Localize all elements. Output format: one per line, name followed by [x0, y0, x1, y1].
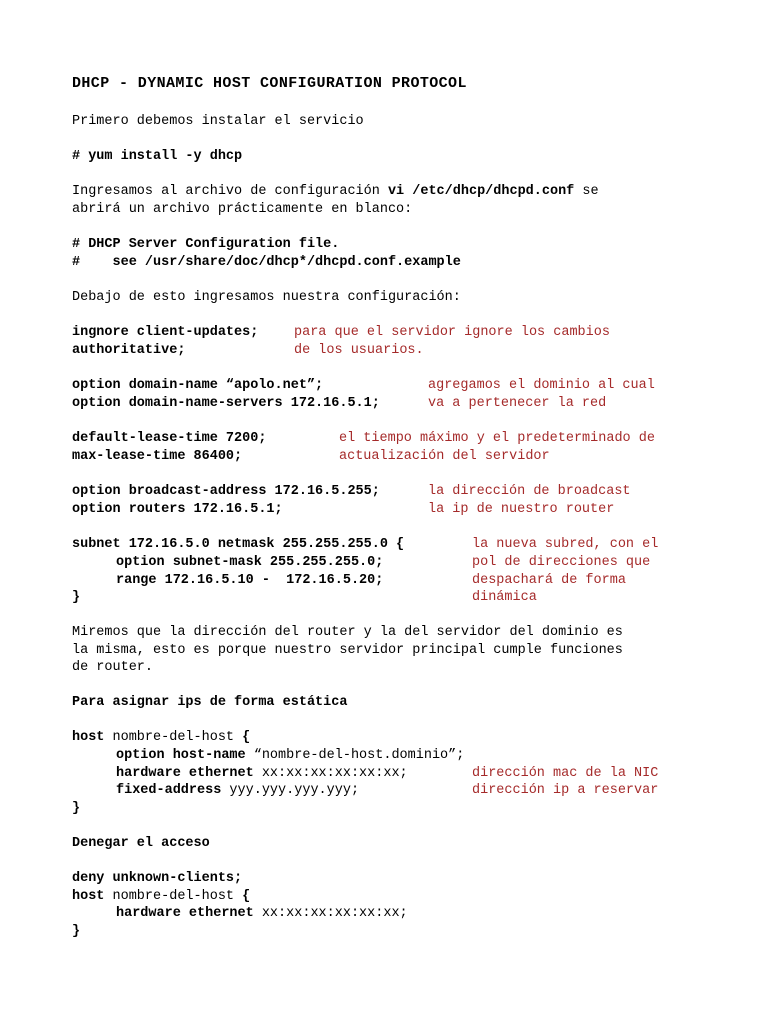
config-intro-line2: abrirá un archivo prácticamente en blanco:	[72, 202, 413, 217]
code-line: max-lease-time 86400;	[72, 449, 243, 464]
code-line: default-lease-time 7200;	[72, 431, 267, 446]
ip-value: yyy.yyy.yyy.yyy;	[221, 783, 360, 798]
host-name-value: nombre-del-host	[104, 730, 243, 745]
mac-value: xx:xx:xx:xx:xx:xx;	[253, 906, 408, 921]
code-note: la dirección de broadcast	[428, 484, 631, 499]
host-name-value: nombre-del-host	[104, 889, 243, 904]
deny-closing-brace: }	[72, 924, 81, 939]
deny-line: deny unknown-clients;	[72, 871, 243, 886]
host-line	[116, 765, 408, 782]
code-note: de los usuarios.	[294, 343, 424, 358]
config-intro-pre: Ingresamos al archivo de configuración	[72, 184, 388, 199]
code-line: option domain-name-servers 172.16.5.1;	[72, 396, 380, 411]
host-line	[116, 747, 464, 764]
host-keyword: host	[72, 730, 105, 745]
code-note: la ip de nuestro router	[428, 502, 615, 517]
deny-heading: Denegar el acceso	[72, 836, 210, 851]
subnet-note: pol de direcciones que	[472, 555, 651, 570]
subnet-closing-brace: }	[72, 590, 81, 605]
install-command: # yum install -y dhcp	[72, 149, 243, 164]
subnet-line: option subnet-mask 255.255.255.0;	[116, 555, 384, 570]
host-closing-brace: }	[72, 801, 81, 816]
code-note: agregamos el dominio al cual	[428, 378, 655, 393]
deny-line	[72, 888, 250, 905]
option-value: “nombre-del-host.dominio”;	[245, 748, 465, 763]
code-line: authoritative;	[72, 343, 186, 358]
subnet-line: range 172.16.5.10 - 172.16.5.20;	[116, 573, 384, 588]
subnet-note: despachará de forma	[472, 573, 626, 588]
mac-value: xx:xx:xx:xx:xx:xx;	[253, 766, 408, 781]
header-comment-line2: # see /usr/share/doc/dhcp*/dhcpd.conf.example	[72, 255, 461, 270]
code-note: el tiempo máximo y el predeterminado de	[339, 431, 655, 446]
hardware-keyword: hardware ethernet	[116, 906, 254, 921]
host-note: dirección mac de la NIC	[472, 766, 659, 781]
option-keyword: option host-name	[116, 748, 246, 763]
config-intro-line1	[72, 183, 599, 200]
code-note: actualización del servidor	[339, 449, 550, 464]
fixed-address-keyword: fixed-address	[116, 783, 222, 798]
host-note: dirección ip a reservar	[472, 783, 659, 798]
subnet-line: subnet 172.16.5.0 netmask 255.255.255.0 {	[72, 537, 405, 552]
paragraph-line: de router.	[72, 660, 154, 675]
config-file-path: vi /etc/dhcp/dhcpd.conf	[387, 184, 575, 199]
open-brace: {	[242, 889, 251, 904]
config-intro-post: se	[574, 184, 599, 199]
subnet-note: dinámica	[472, 590, 537, 605]
code-line: ingnore client-updates;	[72, 325, 259, 340]
code-note: va a pertenecer la red	[428, 396, 607, 411]
paragraph-line: la misma, esto es porque nuestro servidor principal cumple funciones	[72, 643, 623, 658]
intro-text: Primero debemos instalar el servicio	[72, 114, 364, 129]
page-title: DHCP - DYNAMIC HOST CONFIGURATION PROTOCOL	[72, 75, 467, 92]
below-intro-text: Debajo de esto ingresamos nuestra configuración:	[72, 290, 461, 305]
host-line	[116, 782, 359, 799]
subnet-note: la nueva subred, con el	[472, 537, 659, 552]
code-line: option broadcast-address 172.16.5.255;	[72, 484, 380, 499]
host-keyword: host	[72, 889, 105, 904]
code-note: para que el servidor ignore los cambios	[294, 325, 610, 340]
deny-line	[116, 905, 408, 922]
code-line: option domain-name “apolo.net”;	[72, 378, 324, 393]
code-line: option routers 172.16.5.1;	[72, 502, 283, 517]
paragraph-line: Miremos que la dirección del router y la del servidor del dominio es	[72, 625, 623, 640]
hardware-keyword: hardware ethernet	[116, 766, 254, 781]
open-brace: {	[242, 730, 251, 745]
header-comment-line1: # DHCP Server Configuration file.	[72, 237, 340, 252]
static-ip-heading: Para asignar ips de forma estática	[72, 695, 348, 710]
host-line	[72, 729, 250, 746]
